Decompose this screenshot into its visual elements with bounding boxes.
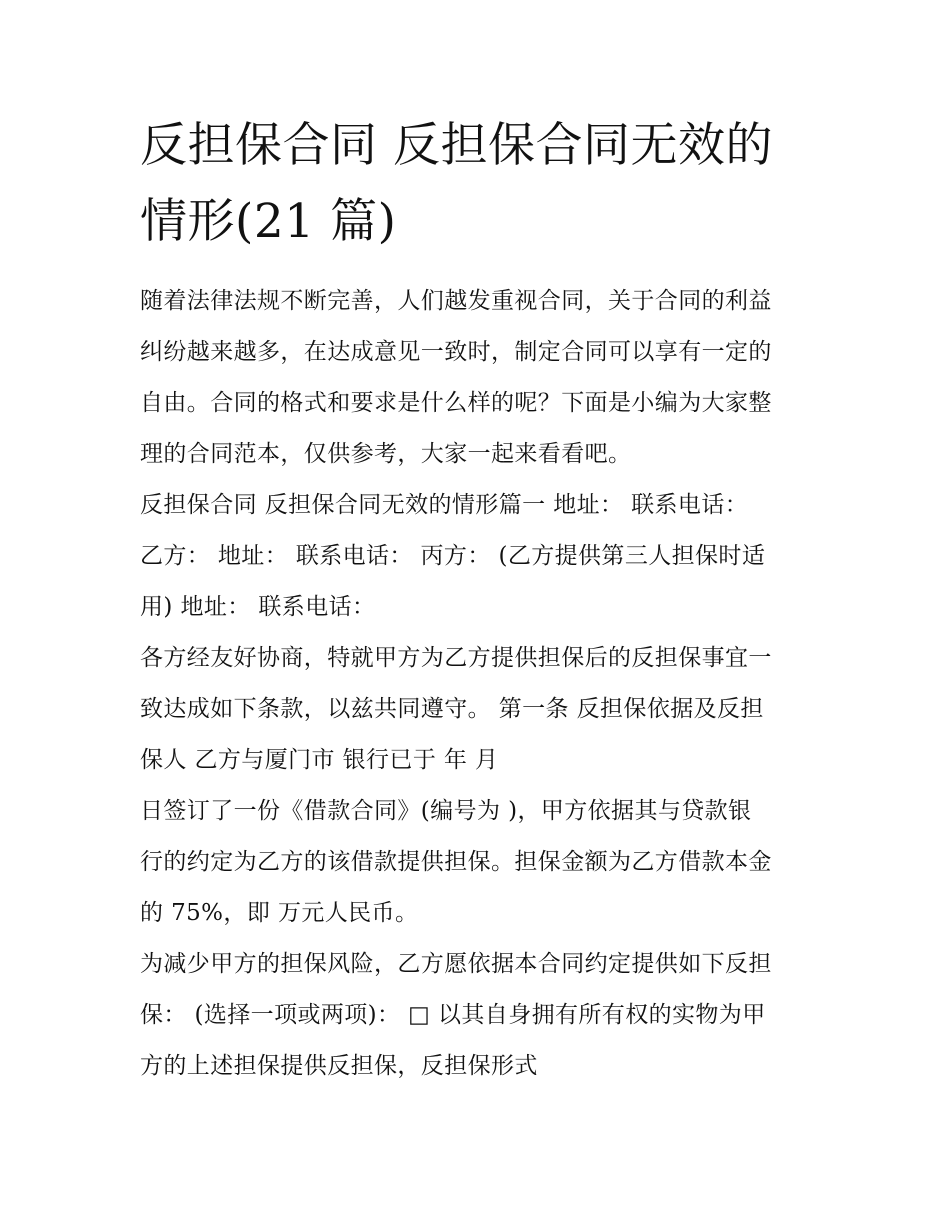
title-line: 情形(21 篇): [140, 194, 397, 249]
document-body: [140, 276, 830, 1092]
body-line: 保人 乙方与厦门市 银行已于 年 月: [140, 747, 499, 773]
body-line: 反担保合同 反担保合同无效的情形篇一 地址： 联系电话：: [140, 492, 749, 518]
body-line: 乙方： 地址： 联系电话： 丙方： (乙方提供第三人担保时适: [140, 543, 766, 569]
body-line: 理的合同范本，仅供参考，大家一起来看看吧。: [140, 441, 632, 467]
body-line: 致达成如下条款，以兹共同遵守。 第一条 反担保依据及反担: [140, 696, 764, 722]
body-line: 随着法律法规不断完善，人们越发重视合同，关于合同的利益: [140, 288, 772, 314]
body-line: 日签订了一份《借款合同》(编号为 )，甲方依据其与贷款银: [140, 798, 752, 824]
body-line: 方的上述担保提供反担保，反担保形式: [140, 1053, 538, 1079]
body-line: 为减少甲方的担保风险，乙方愿依据本合同约定提供如下反担: [140, 951, 772, 977]
body-line: 各方经友好协商，特就甲方为乙方提供担保后的反担保事宜一: [140, 645, 772, 671]
body-line: 用) 地址： 联系电话：: [140, 594, 376, 620]
title-line: 反担保合同 反担保合同无效的: [140, 118, 773, 173]
body-line: 保： (选择一项或两项)： □ 以其自身拥有所有权的实物为甲: [140, 1002, 766, 1028]
body-line: 纠纷越来越多，在达成意见一致时，制定合同可以享有一定的: [140, 339, 772, 365]
document-title: [140, 108, 830, 260]
body-line: 的 75%，即 万元人民币。: [140, 900, 419, 926]
body-line: 行的约定为乙方的该借款提供担保。担保金额为乙方借款本金: [140, 849, 772, 875]
body-line: 自由。合同的格式和要求是什么样的呢？下面是小编为大家整: [140, 390, 772, 416]
